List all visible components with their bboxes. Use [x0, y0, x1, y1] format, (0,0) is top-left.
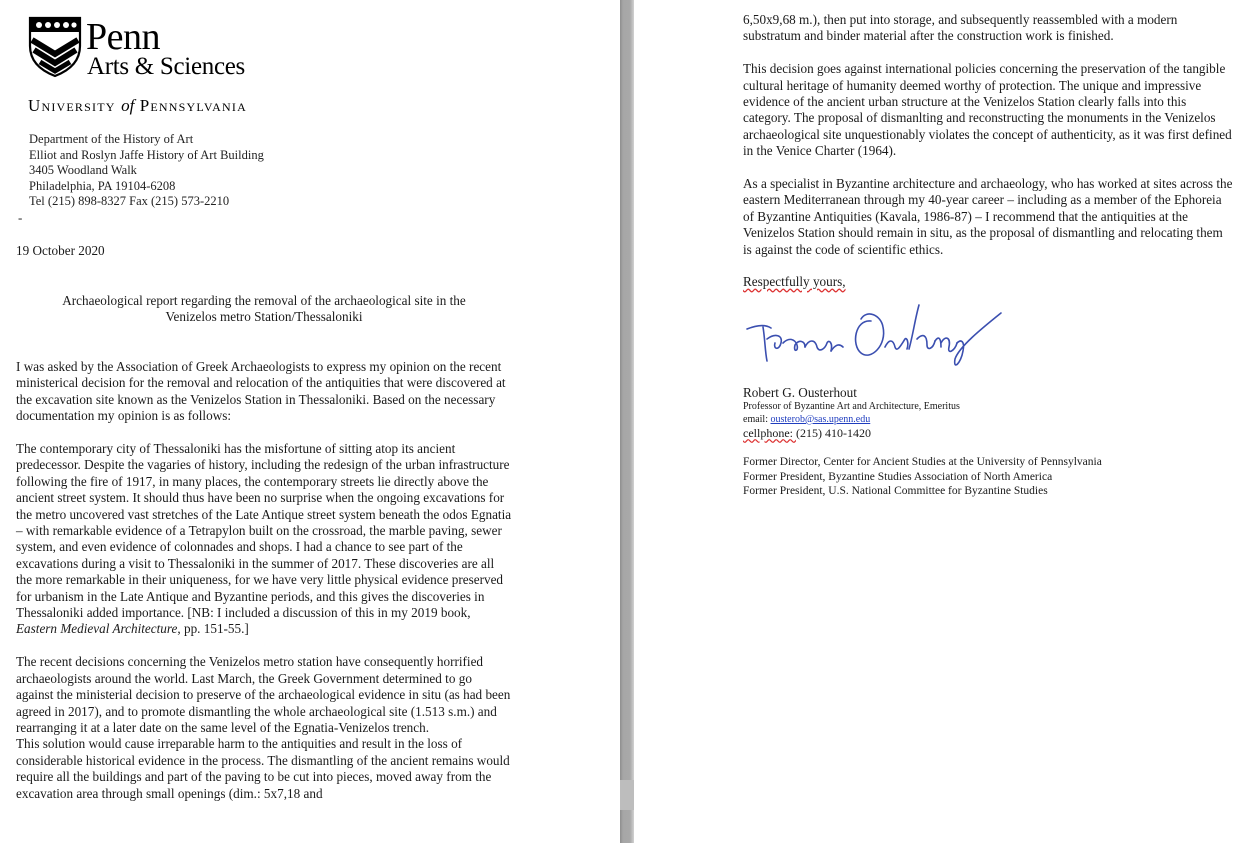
report-title-line: Venizelos metro Station/Thessaloniki	[165, 309, 363, 325]
paragraph-harm: This solution would cause irreparable harm to the antiquities and result in the loss of considerable historical evidence in the process. The dismantling of the ancient remains would require all the buildings and part of the paving to be cut into pieces, moved away from the excavation area through small openings (dim.: 5x7,18 and	[16, 736, 510, 801]
letter-body-page-2	[743, 12, 1233, 498]
separator-dash: -	[18, 210, 23, 225]
former-role: Former Director, Center for Ancient Studies at the University of Pennsylvania	[743, 456, 1102, 469]
email-link[interactable]: ousterob@sas.upenn.edu	[770, 413, 871, 425]
paragraph-recommendation: As a specialist in Byzantine architecture and archaeology, who has worked at sites across the eastern Mediterranean through my 40-year career – including as a member of the Ephoreia of Byzantine Antiquities (Kavala, 1986-87) – I recommend that the antiquities at the Venizelos Station should remain in situ, as the proposal of dismantling and relocating them is against the code of scientific ethics.	[743, 176, 1233, 257]
email-label: email:	[743, 413, 771, 425]
paragraph-policies: This decision goes against international policies concerning the preservation of the tangible cultural heritage of humanity deemed worthy of protection. The unique and impressive evidence of the ancient urban structure at the Venizelos Station clearly falls into this category. The proposal of dismanlting and reconstructing the monuments in the Venizelos archaeological site unquestionably violates the concept of authenticity, as it was first defined in the Venice Charter (1964).	[743, 61, 1232, 159]
former-role: Former President, U.S. National Committee for Byzantine Studies	[743, 484, 1048, 497]
address-line: 3405 Woodland Walk	[29, 163, 137, 177]
university-name	[28, 96, 247, 116]
closing-text: Respectfully yours,	[743, 274, 846, 290]
letter-date: 19 October 2020	[16, 243, 105, 258]
signatory-title: Professor of Byzantine Art and Architecture, Emeritus	[743, 401, 960, 413]
phone-number: (215) 410-1420	[795, 426, 871, 441]
university-prefix: University	[28, 96, 116, 115]
page-gutter	[620, 0, 634, 843]
paragraph-context	[16, 441, 512, 638]
paragraph-context-text: The contemporary city of Thessaloniki has the misfortune of sitting atop its ancient predecessor. Despite the vagaries of history, including the redesign of the urban infrastructure following the fire of 1917, in many places, the contemporary streets lie directly above the ancient street system. It should thus have been no surprise when the ongoing excavations for the metro uncovered vast stretches of the Late Antique street system beneath the odos Egnatia – with remarkable evidence of a Tetrapylon built on the crossroad, the marble paving, sewer system, and even evidence of colonnades and shops. I had a chance to see part of the excavations during a visit to Thessaloniki in the summer of 2017. These discoveries are all the more remarkable in their uniqueness, for we have very little physical evidence preserved for urbanism in the Late Antique and Byzantine periods, and this gives the discoveries in Thessaloniki added importance. [NB: I included a discussion of this in my 2019 book,	[16, 441, 512, 621]
signatory-email	[743, 414, 1233, 427]
paragraph-decisions: The recent decisions concerning the Venizelos metro station have consequently horrified archaeologists around the world. Last March, the Greek Government determined to go against the ministerial decision to preserve of the archaeological evidence in situ (as had been agreed in 2017), and to promote dismantling the whole archaeological site (1.513 s.m.) and rearranging it at a later date on the same level of the Egnatia-Venizelos trench.	[16, 654, 511, 735]
university-of: of	[121, 96, 135, 115]
report-title	[16, 293, 512, 326]
phone-label: cellphone:	[743, 426, 796, 441]
former-roles	[743, 455, 1233, 498]
address-line: Department of the History of Art	[29, 132, 194, 146]
document-page-2	[634, 0, 1237, 843]
report-title-line: Archaeological report regarding the removal of the archaeological site in the	[62, 293, 466, 308]
brand-school: Arts & Sciences	[87, 53, 245, 80]
department-address	[29, 132, 264, 210]
address-line: Philadelphia, PA 19104-6208	[29, 178, 176, 193]
signatory-phone	[743, 426, 1233, 440]
letter-body-page-1	[16, 359, 512, 818]
address-line: Tel (215) 898-8327 Fax (215) 573-2210	[29, 194, 230, 208]
paragraph-intro: I was asked by the Association of Greek Archaeologists to express my opinion on the recent ministerical decision for the removal and relocation of the antiquities that were discovered at the excavation site known as the Venizelos Station in Thessaloniki. Based on the necessary documentation my opinion is as follows:	[16, 359, 506, 424]
scrollbar-thumb[interactable]	[620, 780, 634, 810]
paragraph-context-end: , pp. 151-55.]	[177, 621, 249, 637]
book-title: Eastern Medieval Architecture	[16, 621, 178, 637]
brand-penn: Penn	[86, 16, 160, 58]
paragraph-harm-continued: 6,50x9,68 m.), then put into storage, and subsequently reassembled with a modern substratum and binder material after the construction work is finished.	[743, 12, 1178, 44]
closing	[743, 274, 1233, 290]
penn-shield-icon	[28, 16, 82, 78]
handwritten-signature	[743, 299, 1033, 379]
former-role: Former President, Byzantine Studies Association of North America	[743, 470, 1053, 483]
signatory-name: Robert G. Ousterhout	[743, 384, 857, 400]
address-line: Elliot and Roslyn Jaffe History of Art Building	[29, 147, 264, 162]
university-state: Pennsylvania	[139, 96, 247, 115]
